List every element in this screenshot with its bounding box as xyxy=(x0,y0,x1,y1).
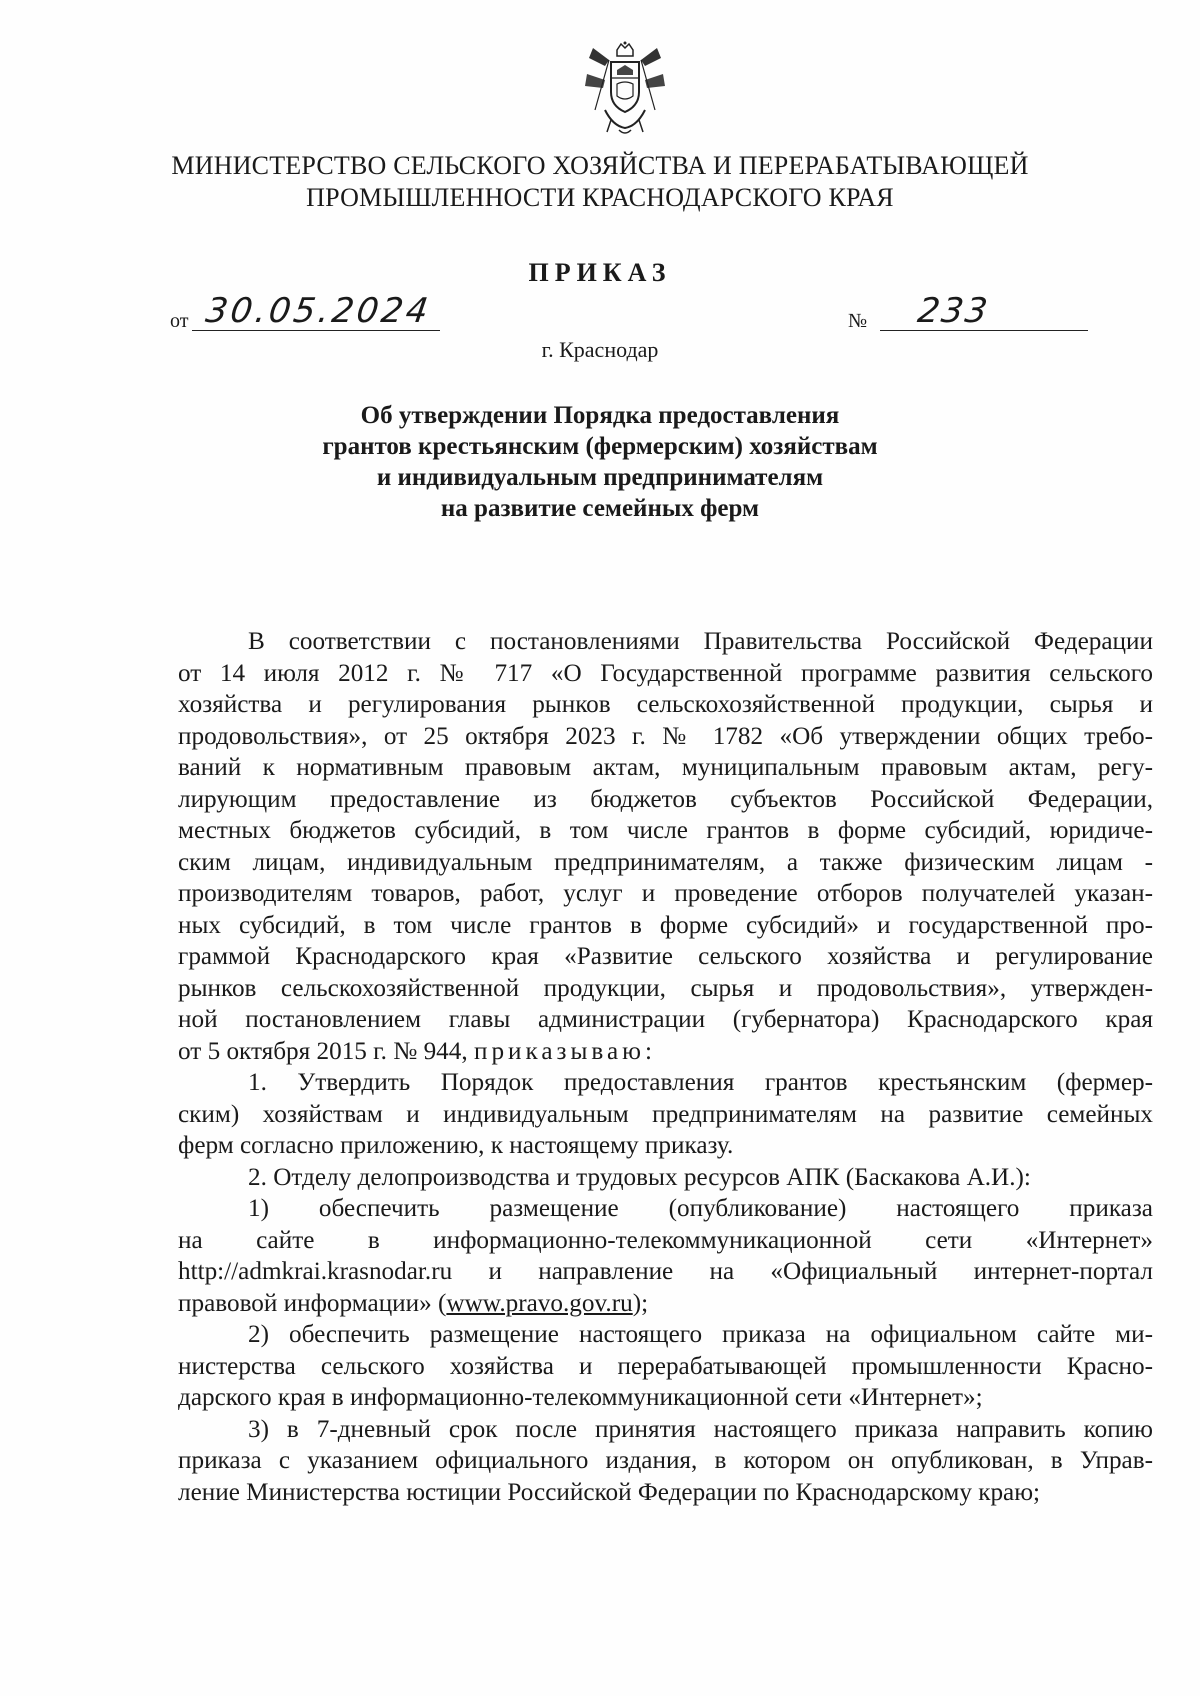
ministry-line-2: ПРОМЫШЛЕННОСТИ КРАСНОДАРСКОГО КРАЯ xyxy=(306,183,894,212)
body-line: местных бюджетов субсидий, в том числе грантов в форме субсидий, юридиче- xyxy=(178,817,1153,844)
body-line: ферм согласно приложению, к настоящему приказу. xyxy=(178,1132,734,1159)
body-line: 2. Отделу делопроизводства и трудовых ресурсов АПК (Баскакова А.И.): xyxy=(248,1163,1031,1191)
body-line: 1) обеспечить размещение (опубликование) настоящего приказа xyxy=(248,1195,1153,1222)
body-line: на сайте в информационно-телекоммуникационной сети «Интернет» xyxy=(178,1226,1153,1254)
number-prefix: № xyxy=(848,310,868,332)
body-line: хозяйства и регулирования рынков сельскохозяйственной продукции, сырья и xyxy=(178,691,1153,718)
order-word-spaced: приказываю: xyxy=(473,1037,656,1065)
body-line: В соответствии с постановлениями Правительства Российской Федерации xyxy=(248,628,1153,655)
order-title: ПРИКАЗ xyxy=(528,258,672,287)
body-line: производителям товаров, работ, услуг и проведение отборов получателей указан- xyxy=(178,880,1153,907)
body-line: рынков сельскохозяйственной продукции, сырья и продовольствия», утвержден- xyxy=(178,974,1153,1002)
body-line: дарского края в информационно-телекоммуникационной сети «Интернет»; xyxy=(178,1384,983,1411)
title-line: Об утверждении Порядка предоставления xyxy=(360,402,840,429)
body-line xyxy=(178,1288,1153,1320)
title-line: и индивидуальным предпринимателям xyxy=(376,464,824,491)
body-line: ским лицам, индивидуальным предпринимателям, а также физическим лицам - xyxy=(178,848,1153,876)
body-line: лирующим предоставление из бюджетов субъектов Российской Федерации, xyxy=(178,785,1153,813)
body-line: приказа с указанием официального издания, в котором он опубликован, в Управ- xyxy=(178,1447,1153,1474)
ministry-name xyxy=(100,150,1100,214)
order-date xyxy=(170,291,440,337)
number-value-handwritten: 233 xyxy=(915,291,992,331)
body-text-fragment: от 5 октября 2015 г. № 944, xyxy=(178,1037,474,1065)
body-line: граммой Краснодарского края «Развитие сельского хозяйства и регулирование xyxy=(178,943,1153,970)
body-line: нистерства сельского хозяйства и перерабатывающей промышленности Красно- xyxy=(178,1352,1153,1380)
title-line: грантов крестьянским (фермерским) хозяйствам xyxy=(322,433,878,460)
body-text-fragment: ); xyxy=(632,1289,649,1317)
body-line: 2) обеспечить размещение настоящего приказа на официальном сайте ми- xyxy=(248,1321,1153,1348)
body-line: ление Министерства юстиции Российской Федерации по Краснодарскому краю; xyxy=(178,1478,1041,1506)
ministry-line-1: МИНИСТЕРСТВО СЕЛЬСКОГО ХОЗЯЙСТВА И ПЕРЕРАБАТЫВАЮЩЕЙ xyxy=(171,151,1029,180)
date-value-handwritten: 30.05.2024 xyxy=(203,291,434,331)
body-line: продовольствия», от 25 октября 2023 г. № 1782 «Об утверждении общих требо- xyxy=(178,722,1153,750)
city: г. Краснодар xyxy=(541,337,659,362)
body-line: 1. Утвердить Порядок предоставления грантов крестьянским (фермер- xyxy=(248,1069,1153,1096)
body-line: ваний к нормативным правовым актам, муниципальным правовым актам, регу- xyxy=(178,754,1153,781)
coat-of-arms-icon xyxy=(575,40,675,140)
document-title xyxy=(200,400,1000,524)
body-line: ных субсидий, в том числе грантов в форме субсидий» и государственной про- xyxy=(178,911,1153,939)
title-line: на развитие семейных ферм xyxy=(440,495,760,522)
body-text-fragment: правовой информации» ( xyxy=(178,1289,447,1317)
order-number xyxy=(848,291,1088,337)
body-line: 3) в 7-дневный срок после принятия настоящего приказа направить копию xyxy=(248,1415,1153,1443)
document-body xyxy=(178,626,1153,1508)
body-line: ной постановлением главы администрации (губернатора) Краснодарского края xyxy=(178,1006,1153,1033)
date-prefix: от xyxy=(170,310,189,332)
body-line xyxy=(178,1036,1153,1068)
body-line: от 14 июля 2012 г. № 717 «О Государственной программе развития сельского xyxy=(178,659,1153,687)
body-line: http://admkrai.krasnodar.ru и направление на «Официальный интернет-портал xyxy=(178,1258,1153,1285)
body-line: ским) хозяйствам и индивидуальным предпринимателям на развитие семейных xyxy=(178,1100,1153,1128)
pravo-gov-link[interactable]: www.pravo.gov.ru xyxy=(446,1289,633,1317)
